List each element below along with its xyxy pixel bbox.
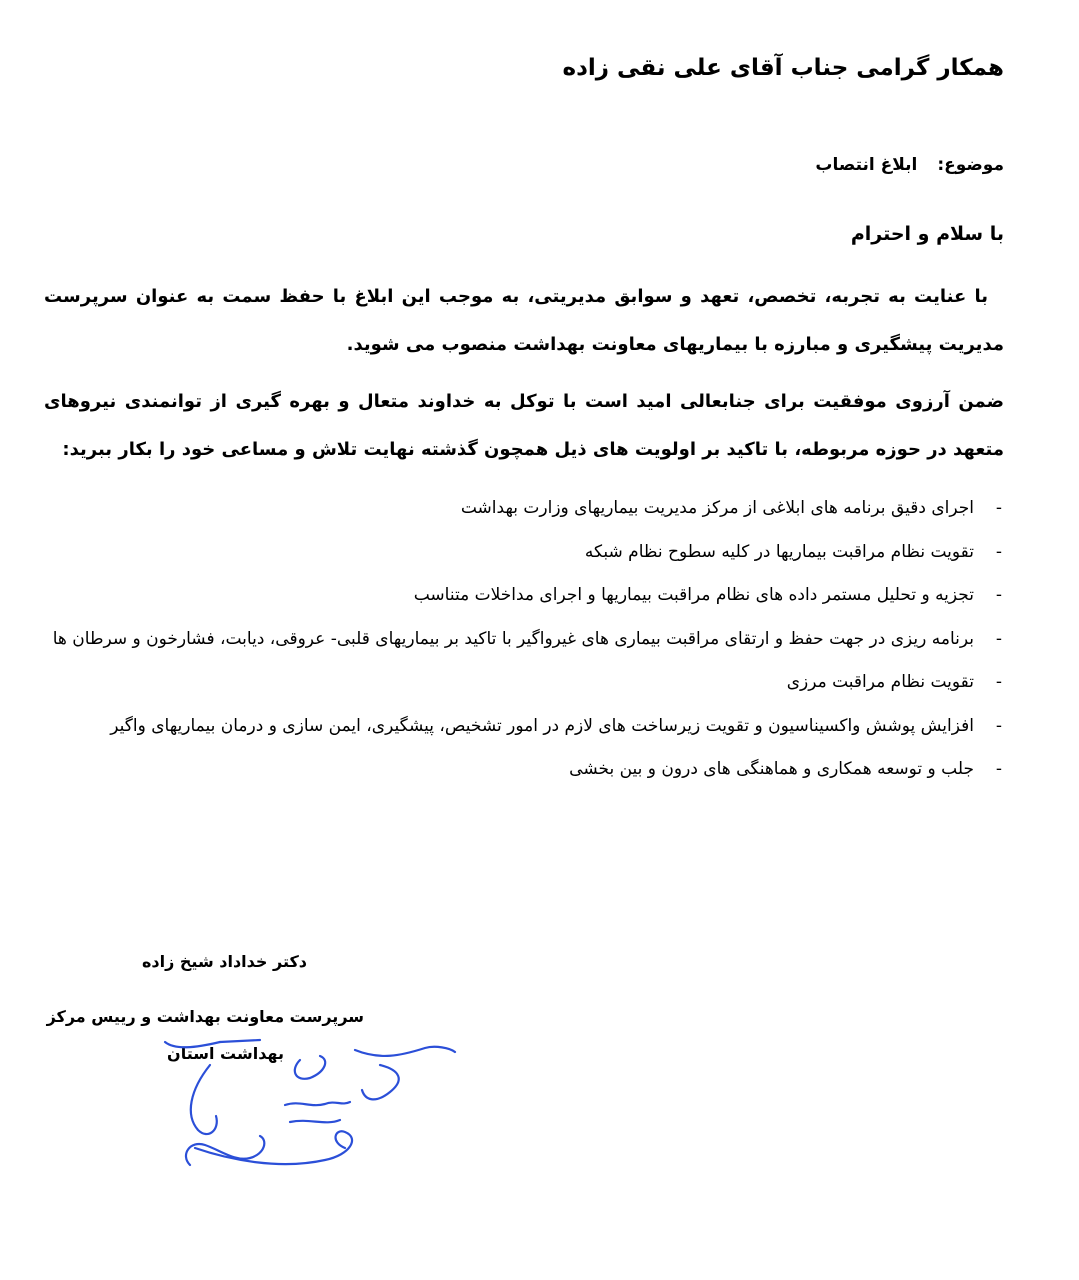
list-item: - افزایش پوشش واکسیناسیون و تقویت زیرساخت های لازم در امور تشخیص، پیشگیری، ایمن سازی و درمان بیماریهای واگیر — [44, 705, 1004, 749]
list-item: - تقویت نظام مراقبت بیماریها در کلیه سطوح نظام شبکه — [44, 531, 1004, 575]
subject-text: ابلاغ انتصاب — [815, 155, 918, 175]
list-dash: - — [995, 759, 1002, 779]
signatory-name: دکتر خداداد شیخ زاده — [141, 952, 307, 971]
list-item: - برنامه ریزی در جهت حفظ و ارتقای مراقبت بیماری های غیرواگیر با تاکید بر بیماریهای قلبی- عروقی، دیابت، فشارخون و سرطان ها — [44, 618, 1004, 662]
list-item: - تقویت نظام مراقبت مرزی — [44, 661, 1004, 705]
list-dash: - — [995, 715, 1002, 736]
list-dash: - — [995, 672, 1002, 692]
greeting: با سلام و احترام — [850, 223, 1004, 245]
appointment-paragraph-text: با عنایت به تجربه، تخصص، تعهد و سوابق مدیریتی، به موجب این ابلاغ با حفظ سمت به عنوان سرپرست مدیریت پیشگیری و مبارزه با بیماریهای معاونت بهداشت منصوب می شوید. — [44, 286, 1004, 355]
addressee-heading: همکار گرامی جناب آقای علی نقی زاده — [562, 55, 1004, 81]
list-dash: - — [995, 585, 1002, 605]
list-item: - جلب و توسعه همکاری و هماهنگی های درون و بین بخشی — [44, 748, 1004, 792]
list-dash: - — [995, 498, 1002, 518]
subject-label: موضوع: — [937, 155, 1004, 175]
list-item: - اجرای دقیق برنامه های ابلاغی از مرکز مدیریت بیماریهای وزارت بهداشت — [44, 487, 1004, 531]
subject-line — [104, 150, 1004, 180]
list-dash: - — [995, 628, 1002, 649]
list-item: - تجزیه و تحلیل مستمر داده های نظام مراقبت بیماریها و اجرای مداخلات متناسب — [44, 574, 1004, 618]
appointment-paragraph — [44, 273, 1004, 369]
priorities-list — [44, 487, 1004, 792]
handwritten-signature-icon — [150, 1020, 470, 1180]
wishes-paragraph: ضمن آرزوی موفقیت برای جنابعالی امید است با توکل به خداوند متعال و بهره گیری از توانمندی نیروهای متعهد در حوزه مربوطه، با تاکید بر اولویت های ذیل همچون گذشته نهایت تلاش و مساعی خود را بکار ببرید: — [44, 391, 1004, 460]
list-dash: - — [995, 541, 1002, 562]
signatory-title-line2: بهداشت استان — [167, 1044, 284, 1063]
signatory-title-line1: سرپرست معاونت بهداشت و رییس مرکز — [46, 1007, 364, 1026]
